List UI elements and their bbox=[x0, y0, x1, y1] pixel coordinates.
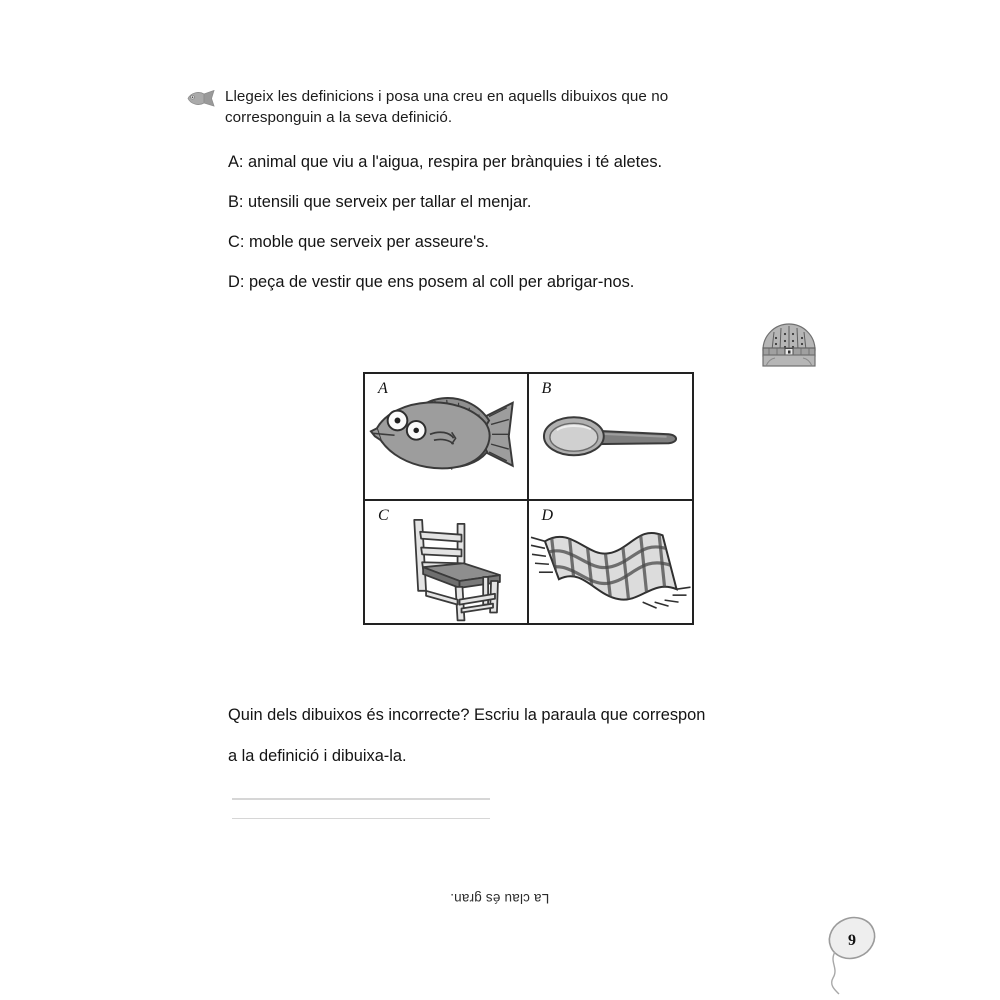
question-block bbox=[228, 695, 848, 777]
solution-text: La clau és gran. bbox=[450, 891, 550, 906]
page-number-badge bbox=[823, 912, 895, 996]
definition-d: D: peça de vestir que ens posem al coll per abrigar-nos. bbox=[228, 273, 635, 291]
question-line-1: Quin dels dibuixos és incorrecte? Escriu la paraula que correspon bbox=[228, 706, 706, 724]
answer-lines[interactable] bbox=[232, 798, 490, 837]
cell-label-b: B bbox=[541, 380, 552, 397]
grid-cell-b[interactable] bbox=[529, 374, 693, 499]
cell-label-a: A bbox=[378, 380, 388, 397]
treasure-chest-icon bbox=[759, 320, 819, 373]
cell-label-c: C bbox=[378, 506, 389, 524]
answer-line-1[interactable] bbox=[232, 798, 490, 800]
chair-drawing bbox=[365, 501, 527, 626]
grid-cell-c[interactable] bbox=[365, 501, 529, 626]
grid-cell-d[interactable] bbox=[529, 501, 693, 626]
spoon-drawing bbox=[529, 374, 693, 499]
solution-upside-down bbox=[0, 890, 1000, 908]
answer-line-2[interactable] bbox=[232, 818, 490, 820]
definition-a: A: animal que viu a l'aigua, respira per brànquies i té aletes. bbox=[228, 153, 663, 171]
question-line-2: a la definició i dibuixa-la. bbox=[228, 747, 407, 765]
picture-grid bbox=[363, 372, 694, 625]
fish-drawing bbox=[365, 374, 527, 499]
grid-cell-a[interactable] bbox=[365, 374, 529, 499]
definitions-list bbox=[228, 152, 848, 312]
definition-c: C: moble que serveix per asseure's. bbox=[228, 233, 489, 251]
instruction-block bbox=[186, 86, 746, 128]
definition-b: B: utensili que serveix per tallar el menjar. bbox=[228, 193, 532, 211]
grid-row-bottom bbox=[365, 501, 692, 626]
instruction-text: Llegeix les definicions i posa una creu en aquells dibuixos que no corresponguin a la seva definició. bbox=[225, 88, 669, 126]
cell-label-d: D bbox=[541, 506, 554, 524]
grid-row-top bbox=[365, 374, 692, 501]
page-number-text: 9 bbox=[848, 932, 856, 949]
fish-icon bbox=[186, 90, 216, 112]
